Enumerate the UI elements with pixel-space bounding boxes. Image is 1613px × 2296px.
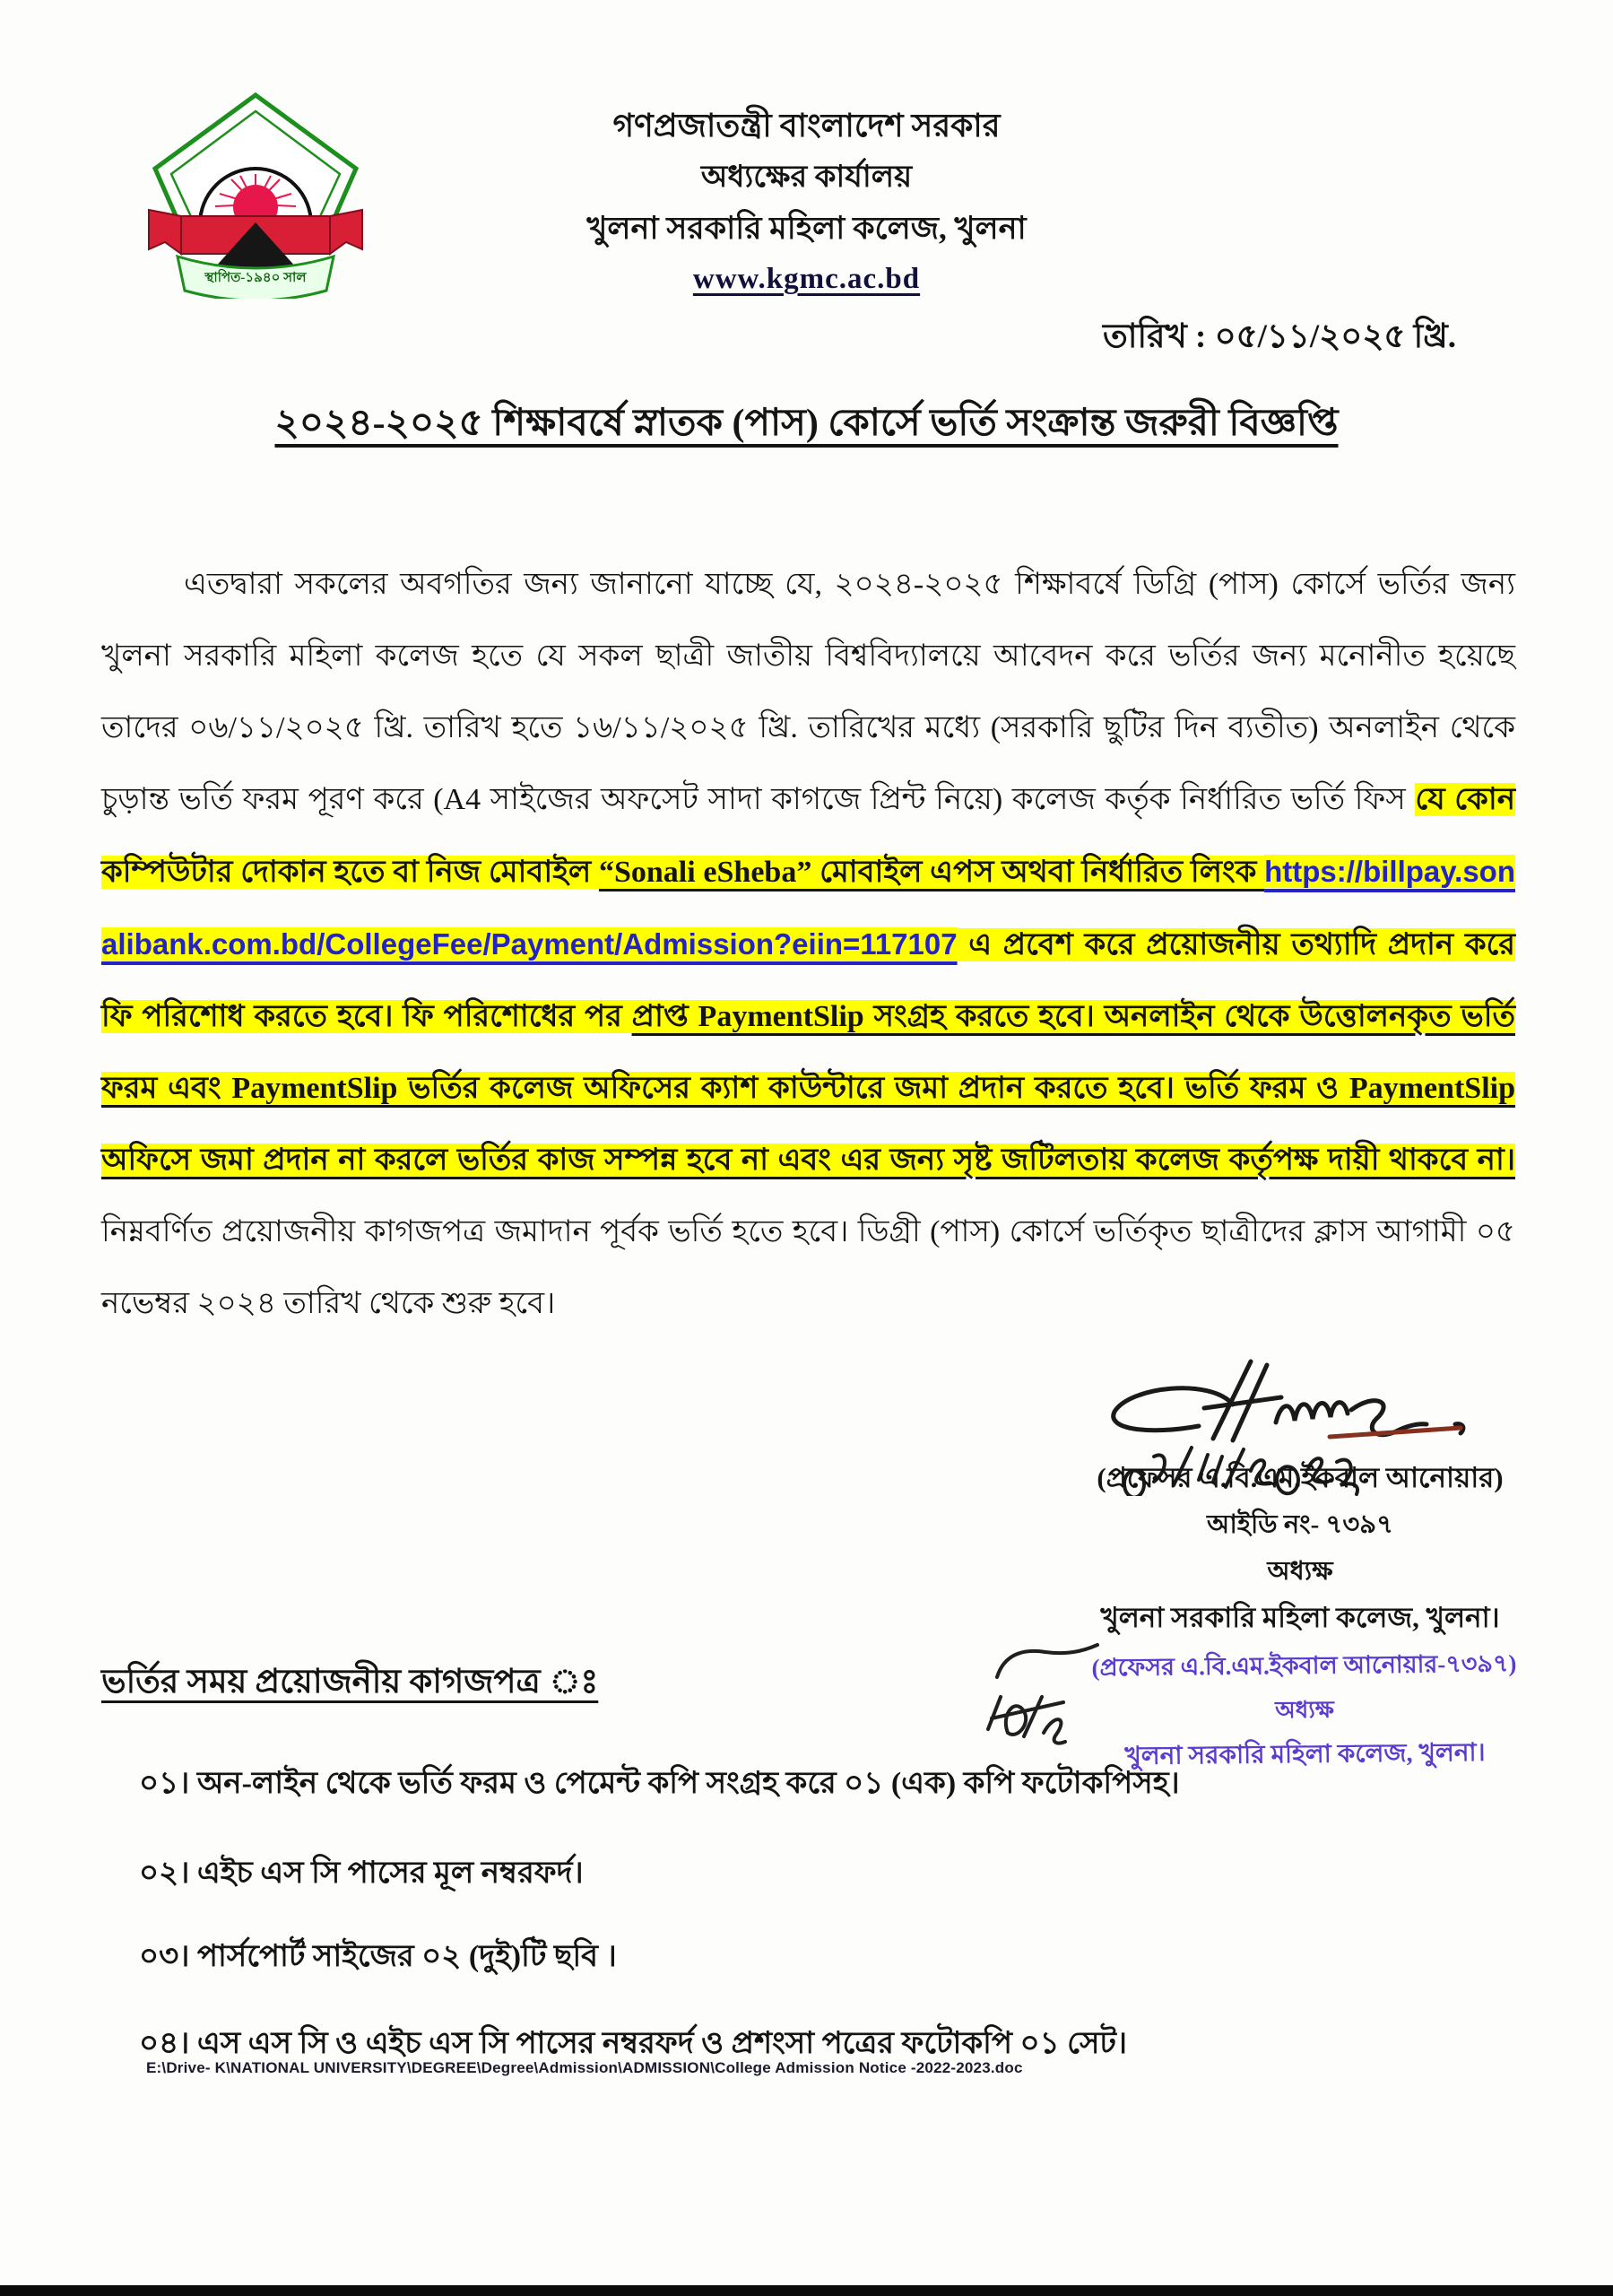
letterhead-government: গণপ্রজাতন্ত্রী বাংলাদেশ সরকার [612,108,1001,144]
document-item-3: ০৩। পার্সপোর্ট সাইজের ০২ (দুই)টি ছবি । [139,1940,617,1973]
body-text-segment: প্রাপ্ত PaymentSlip সংগ্রহ করতে হবে। অনলাইন থেকে উত্তোলনকৃত ভর্তি ফরম এবং PaymentSlip ভর্তির কলেজ অফিসের ক্যাশ কাউন্টারে জমা প্রদান করতে হবে। ভর্তি ফরম ও PaymentSlip অফিসে জমা প্রদান না করলে ভর্তির কাজ সম্পন্ন হবে না এবং এর জন্য সৃষ্ট জটিলতায় কলেজ কর্তৃপক্ষ দায়ী থাকবে না। [101,1000,1515,1177]
document-item-4: ০৪। এস এস সি ও এইচ এস সি পাসের নম্বরফর্দ ও প্রশংসা পত্রের ফটোকপি ০১ সেট। [139,2027,1128,2060]
notice-title: ২০২৪-২০২৫ শিক্ষাবর্ষে স্নাতক (পাস) কোর্সে ভর্তি সংক্রান্ত জরুরী বিজ্ঞপ্তি [274,403,1339,444]
initial-signature [977,1639,1121,1765]
signatory-designation: অধ্যক্ষ [1267,1557,1333,1586]
letterhead [0,100,1613,309]
signatory-block [1004,1455,1596,1641]
documents-heading: ভর্তির সময় প্রয়োজনীয় কাগজপত্র ঃ [101,1664,599,1700]
body-text-segment: যে কোন কম্পিউটার দোকান হতে বা নিজ মোবাইল [101,783,1515,889]
scan-edge-artifact [0,2285,1613,2296]
website-link[interactable]: www.kgmc.ac.bd [692,263,921,295]
signatory-college: খুলনা সরকারি মহিলা কলেজ, খুলনা। [1100,1602,1500,1633]
logo-founded-caption: স্থাপিত-১৯৪০ সাল [204,271,307,285]
stamp-name: (প্রফেসর এ.বি.এম.ইকবাল আনোয়ার-৭৩৯৭) [1091,1649,1517,1682]
letterhead-office: অধ্যক্ষের কার্যালয় [700,161,913,194]
document-item-2: ০২। এইচ এস সি পাসের মূল নম্বরফর্দ। [139,1857,584,1890]
body-text-segment: “Sonali eSheba” মোবাইল এপস অথবা নির্ধারিত লিংক [598,856,1265,889]
stamp-designation: অধ্যক্ষ [1274,1696,1334,1724]
signatory-name: (প্রফেসর এ.বি.এম.ইকবাল আনোয়ার) [1097,1462,1504,1493]
body-text-segment: এতদ্বারা সকলের অবগতির জন্য জানানো যাচ্ছে যে, ২০২৪-২০২৫ শিক্ষাবর্ষে ডিগ্রি (পাস) কোর্সে ভর্তির জন্য খুলনা সরকারি মহিলা কলেজ হতে যে সকল ছাত্রী জাতীয় বিশ্ববিদ্যালয়ে আবেদন করে ভর্তির জন্য মনোনীত হয়েছে তাদের ০৬/১১/২০২৫ খ্রি. তারিখ হতে ১৬/১১/২০২৫ খ্রি. তারিখের মধ্যে (সরকারি ছুটির দিন ব্যতীত) অনলাইন থেকে চুড়ান্ত ভর্তি ফরম পূরণ করে (A4 সাইজের অফসেট সাদা কাগজে প্রিন্ট নিয়ে) কলেজ কর্তৃক নির্ধারিত ভর্তি ফিস [101,568,1515,816]
stamp-college: খুলনা সরকারি মহিলা কলেজ, খুলনা। [1124,1738,1486,1771]
payment-link[interactable]: https://billpay.sonalibank.com.bd/CollegeFee/Payment/Admission?eiin=117107 [101,855,1515,961]
letterhead-college: খুলনা সরকারি মহিলা কলেজ, খুলনা [586,211,1027,246]
notice-date: তারিখ : ০৫/১১/২০২৫ খ্রি. [1103,318,1456,355]
body-text-segment: এ প্রবেশ করে প্রয়োজনীয় তথ্যাদি প্রদান করে ফি পরিশোধ করতে হবে। ফি পরিশোধের পর [101,928,1515,1033]
document-item-1: ০১। অন-লাইন থেকে ভর্তি ফরম ও পেমেন্ট কপি সংগ্রহ করে ০১ (এক) কপি ফটোকপিসহ। [139,1767,1180,1800]
body-paragraph [101,549,1515,1340]
body-text-segment: নিম্নবর্ণিত প্রয়োজনীয় কাগজপত্র জমাদান পূর্বক ভর্তি হতে হবে। ডিগ্রী (পাস) কোর্সে ভর্তিকৃত ছাত্রীদের ক্লাস আগামী ০৫ নভেম্বর ২০২৪ তারিখ থেকে শুরু হবে। [101,1215,1515,1320]
signatory-id: আইডি নং- ৭৩৯৭ [1207,1510,1393,1539]
file-path-footer: E:\Drive- K\NATIONAL UNIVERSITY\DEGREE\Degree\Admission\ADMISSION\College Admission Notice -2022-2023.doc [146,2059,1023,2076]
